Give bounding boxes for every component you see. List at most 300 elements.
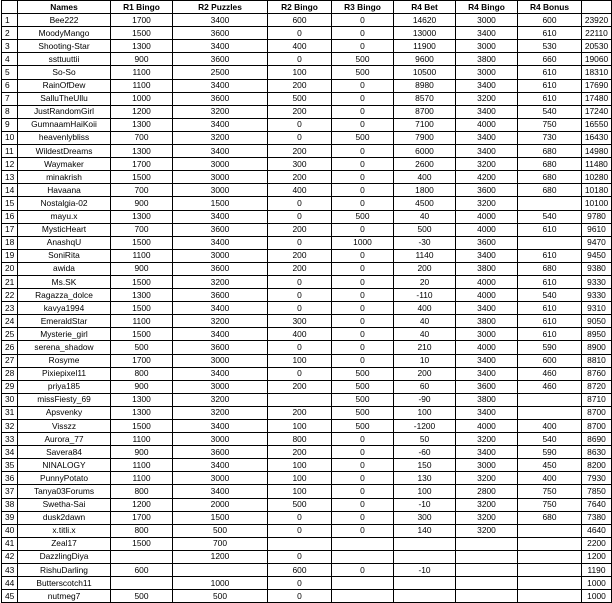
table-cell: 14620 (394, 14, 456, 27)
table-row (2, 210, 612, 223)
table-cell: DazzlingDiya (18, 550, 111, 563)
table-cell: Bee222 (18, 14, 111, 27)
table-cell: 1000 (111, 92, 173, 105)
table-cell: -1200 (394, 420, 456, 433)
table-cell (456, 577, 518, 590)
table-row (2, 14, 612, 27)
table-cell: -30 (394, 236, 456, 249)
table-cell: 3200 (456, 197, 518, 210)
table-cell: 0 (332, 92, 394, 105)
table-cell: 540 (518, 433, 582, 446)
table-cell (518, 550, 582, 563)
row-index-cell: 24 (2, 315, 18, 328)
table-cell: -10 (394, 564, 456, 577)
table-cell: 900 (111, 53, 173, 66)
table-cell: 680 (518, 184, 582, 197)
table-cell: priya185 (18, 380, 111, 393)
table-cell: 19060 (582, 53, 612, 66)
table-cell: 130 (394, 472, 456, 485)
table-cell: 0 (332, 262, 394, 275)
table-cell: 4000 (456, 341, 518, 354)
table-cell: 4000 (456, 118, 518, 131)
table-cell: 3000 (173, 472, 268, 485)
table-cell: 0 (268, 590, 332, 603)
table-cell: 1100 (111, 472, 173, 485)
table-cell: 1000 (173, 577, 268, 590)
table-cell (456, 590, 518, 603)
row-index-cell: 38 (2, 498, 18, 511)
table-cell: Tanya03Forums (18, 485, 111, 498)
table-cell: 1300 (111, 145, 173, 158)
table-cell: 0 (332, 118, 394, 131)
table-cell: 3200 (173, 275, 268, 288)
table-cell: 11480 (582, 158, 612, 171)
header-cell-r4-bet: R4 Bet (394, 1, 456, 14)
table-cell: 0 (268, 131, 332, 144)
table-cell: 3800 (456, 315, 518, 328)
table-row (2, 433, 612, 446)
table-cell: 9380 (582, 262, 612, 275)
table-cell: minakrish (18, 171, 111, 184)
table-cell: 8810 (582, 354, 612, 367)
table-cell: 3800 (456, 393, 518, 406)
table-cell: 700 (111, 131, 173, 144)
table-cell: 3600 (173, 53, 268, 66)
table-cell: 8690 (582, 433, 612, 446)
table-cell: 500 (173, 590, 268, 603)
table-cell: 500 (332, 393, 394, 406)
table-cell: MysticHeart (18, 223, 111, 236)
table-cell: 3400 (173, 145, 268, 158)
table-cell: 1000 (582, 577, 612, 590)
table-row (2, 354, 612, 367)
table-cell: 500 (173, 524, 268, 537)
table-cell: 0 (332, 79, 394, 92)
table-cell: EmeraldStar (18, 315, 111, 328)
table-cell: 7900 (394, 131, 456, 144)
table-cell: Zeal17 (18, 537, 111, 550)
table-cell: 1500 (111, 275, 173, 288)
table-cell: 40 (394, 315, 456, 328)
table-cell: 1300 (111, 118, 173, 131)
table-cell: 0 (332, 223, 394, 236)
row-index-cell: 41 (2, 537, 18, 550)
table-cell: Nostalgia-02 (18, 197, 111, 210)
table-cell: GumnaamHaiKoii (18, 118, 111, 131)
row-index-cell: 23 (2, 302, 18, 315)
table-cell: 900 (111, 262, 173, 275)
table-cell: 300 (268, 315, 332, 328)
table-cell: 750 (518, 498, 582, 511)
table-row (2, 145, 612, 158)
table-cell: 0 (268, 289, 332, 302)
table-cell: 3000 (456, 14, 518, 27)
table-cell: 1100 (111, 249, 173, 262)
row-index-cell: 45 (2, 590, 18, 603)
table-row (2, 249, 612, 262)
table-cell: 17690 (582, 79, 612, 92)
table-row (2, 79, 612, 92)
table-cell: 3400 (456, 105, 518, 118)
table-cell: 530 (518, 40, 582, 53)
table-cell: 460 (518, 367, 582, 380)
table-cell: 0 (268, 236, 332, 249)
table-row (2, 92, 612, 105)
table-cell: 660 (518, 53, 582, 66)
table-cell: 3400 (173, 236, 268, 249)
table-cell: 500 (332, 380, 394, 393)
row-index-cell: 20 (2, 262, 18, 275)
table-row (2, 420, 612, 433)
table-cell: 17480 (582, 92, 612, 105)
table-cell: 1500 (111, 328, 173, 341)
table-row (2, 171, 612, 184)
table-cell: 9450 (582, 249, 612, 262)
table-cell: 500 (394, 223, 456, 236)
table-cell: 3600 (173, 341, 268, 354)
table-cell: 13000 (394, 27, 456, 40)
table-cell: 0 (332, 315, 394, 328)
table-cell: 3400 (456, 406, 518, 419)
header-cell-r2-puzzles: R2 Puzzles (173, 1, 268, 14)
table-cell: 750 (518, 118, 582, 131)
table-cell: 610 (518, 92, 582, 105)
table-cell: JustRandomGirl (18, 105, 111, 118)
table-cell: 18310 (582, 66, 612, 79)
table-cell: 0 (332, 498, 394, 511)
table-cell: 1200 (111, 105, 173, 118)
table-cell: 500 (268, 92, 332, 105)
table-cell: 7640 (582, 498, 612, 511)
table-cell: 3800 (456, 53, 518, 66)
table-cell: missFiesty_69 (18, 393, 111, 406)
table-cell: 8630 (582, 446, 612, 459)
table-cell: 16550 (582, 118, 612, 131)
table-cell: 8980 (394, 79, 456, 92)
row-index-cell: 40 (2, 524, 18, 537)
table-cell: 1500 (111, 236, 173, 249)
table-cell: 3200 (173, 315, 268, 328)
table-cell: 0 (268, 302, 332, 315)
header-row (2, 1, 612, 14)
row-index-cell: 34 (2, 446, 18, 459)
table-cell: 3000 (456, 40, 518, 53)
table-cell: 1200 (111, 498, 173, 511)
table-cell: 0 (332, 459, 394, 472)
table-cell: 3400 (173, 210, 268, 223)
table-cell: 3000 (173, 354, 268, 367)
table-cell: 900 (111, 197, 173, 210)
table-row (2, 577, 612, 590)
header-cell-total (582, 1, 612, 14)
table-cell (394, 537, 456, 550)
table-cell: 3200 (456, 472, 518, 485)
row-index-cell: 30 (2, 393, 18, 406)
table-row (2, 53, 612, 66)
table-cell: ssttuuttii (18, 53, 111, 66)
table-cell: 3400 (456, 27, 518, 40)
row-index-cell: 25 (2, 328, 18, 341)
table-cell (518, 564, 582, 577)
table-cell (332, 590, 394, 603)
table-cell: Shooting-Star (18, 40, 111, 53)
table-cell: 3400 (456, 302, 518, 315)
table-cell: serena_shadow (18, 341, 111, 354)
table-cell: 0 (332, 197, 394, 210)
table-cell: 3400 (456, 367, 518, 380)
table-row (2, 197, 612, 210)
table-cell: 1800 (394, 184, 456, 197)
table-cell: 200 (268, 223, 332, 236)
table-cell: 0 (332, 328, 394, 341)
table-cell: 500 (268, 498, 332, 511)
table-cell: 9310 (582, 302, 612, 315)
table-cell (456, 550, 518, 563)
table-cell: 4000 (456, 275, 518, 288)
table-cell: 1100 (111, 66, 173, 79)
table-cell: 0 (268, 53, 332, 66)
table-cell: 0 (332, 472, 394, 485)
table-cell: 500 (332, 367, 394, 380)
table-cell: 10500 (394, 66, 456, 79)
table-cell: 540 (518, 289, 582, 302)
row-index-cell: 29 (2, 380, 18, 393)
table-row (2, 498, 612, 511)
table-cell: 500 (332, 210, 394, 223)
table-cell (518, 197, 582, 210)
table-cell: 200 (268, 262, 332, 275)
table-cell: Mysterie_girl (18, 328, 111, 341)
table-cell: 40 (394, 328, 456, 341)
table-cell: 3600 (173, 262, 268, 275)
table-cell: 3200 (173, 105, 268, 118)
table-cell: 2600 (394, 158, 456, 171)
table-cell: 100 (394, 406, 456, 419)
table-cell: 3400 (173, 14, 268, 27)
scores-spreadsheet (1, 0, 612, 603)
table-cell: 3200 (173, 406, 268, 419)
table-cell: Ms.SK (18, 275, 111, 288)
table-cell: 1500 (173, 197, 268, 210)
table-cell: 7930 (582, 472, 612, 485)
table-cell: 1100 (111, 459, 173, 472)
table-cell: 0 (332, 275, 394, 288)
row-index-cell: 10 (2, 131, 18, 144)
table-cell: 610 (518, 275, 582, 288)
table-cell: 4000 (456, 210, 518, 223)
table-cell: 3600 (456, 184, 518, 197)
table-row (2, 511, 612, 524)
table-cell: Savera84 (18, 446, 111, 459)
table-row (2, 27, 612, 40)
table-cell: 400 (394, 302, 456, 315)
table-cell (111, 577, 173, 590)
table-cell: 500 (332, 420, 394, 433)
table-cell: 400 (394, 171, 456, 184)
table-cell: RishuDarling (18, 564, 111, 577)
table-cell: 730 (518, 131, 582, 144)
table-row (2, 328, 612, 341)
table-cell: 0 (332, 511, 394, 524)
table-cell: 1700 (111, 14, 173, 27)
table-cell: nutmeg7 (18, 590, 111, 603)
table-cell: -10 (394, 498, 456, 511)
table-cell: 1140 (394, 249, 456, 262)
table-cell: 23920 (582, 14, 612, 27)
table-cell: 10280 (582, 171, 612, 184)
table-cell (456, 564, 518, 577)
row-index-cell: 32 (2, 420, 18, 433)
table-cell: 8700 (582, 420, 612, 433)
table-row (2, 289, 612, 302)
table-cell (332, 577, 394, 590)
table-cell: 3600 (173, 446, 268, 459)
table-cell: 0 (332, 14, 394, 27)
table-cell: 1100 (111, 79, 173, 92)
table-cell: 0 (332, 289, 394, 302)
table-row (2, 341, 612, 354)
header-cell-r1-bingo: R1 Bingo (111, 1, 173, 14)
table-cell: 800 (111, 485, 173, 498)
table-cell: 16430 (582, 131, 612, 144)
table-row (2, 275, 612, 288)
table-cell: 9330 (582, 289, 612, 302)
table-cell: Visszz (18, 420, 111, 433)
table-cell: 2000 (173, 498, 268, 511)
table-cell: 3400 (173, 40, 268, 53)
table-cell: 3000 (173, 433, 268, 446)
table-row (2, 590, 612, 603)
table-cell: 100 (268, 472, 332, 485)
row-index-cell: 39 (2, 511, 18, 524)
table-cell: 3200 (456, 433, 518, 446)
table-cell (111, 550, 173, 563)
table-cell: 0 (332, 171, 394, 184)
table-cell: 3200 (456, 524, 518, 537)
table-cell: 200 (268, 79, 332, 92)
table-cell: 0 (332, 564, 394, 577)
table-cell: 40 (394, 210, 456, 223)
table-cell: 7380 (582, 511, 612, 524)
table-cell: 610 (518, 223, 582, 236)
table-row (2, 184, 612, 197)
row-index-cell: 18 (2, 236, 18, 249)
table-cell: kavya1994 (18, 302, 111, 315)
table-cell: 700 (173, 537, 268, 550)
table-cell: 200 (394, 262, 456, 275)
table-cell: 400 (268, 328, 332, 341)
table-cell: 9780 (582, 210, 612, 223)
table-cell: 200 (268, 105, 332, 118)
table-cell: 1700 (111, 354, 173, 367)
table-cell: 3600 (173, 92, 268, 105)
table-row (2, 550, 612, 563)
table-cell: 8760 (582, 367, 612, 380)
table-cell: 800 (111, 367, 173, 380)
table-cell: 0 (332, 524, 394, 537)
table-cell: 0 (268, 524, 332, 537)
table-cell: 0 (268, 341, 332, 354)
table-row (2, 302, 612, 315)
table-cell: 590 (518, 446, 582, 459)
table-cell: 3400 (173, 118, 268, 131)
table-cell: 150 (394, 459, 456, 472)
table-row (2, 406, 612, 419)
table-cell: 8720 (582, 380, 612, 393)
table-cell: 610 (518, 79, 582, 92)
table-cell: 2200 (582, 537, 612, 550)
row-index-cell: 13 (2, 171, 18, 184)
table-cell: 1500 (111, 27, 173, 40)
table-cell: 610 (518, 27, 582, 40)
table-cell: 610 (518, 315, 582, 328)
table-cell: 800 (111, 524, 173, 537)
table-cell: 100 (394, 485, 456, 498)
table-cell: 6000 (394, 145, 456, 158)
table-cell: 700 (111, 184, 173, 197)
table-cell: 10180 (582, 184, 612, 197)
row-index-cell: 42 (2, 550, 18, 563)
table-cell: 200 (268, 145, 332, 158)
row-index-cell: 31 (2, 406, 18, 419)
table-cell: 100 (268, 420, 332, 433)
row-index-cell: 8 (2, 105, 18, 118)
table-cell: 8570 (394, 92, 456, 105)
table-cell: 0 (332, 145, 394, 158)
table-cell: 3600 (456, 236, 518, 249)
table-cell: 450 (518, 459, 582, 472)
table-cell: 3400 (173, 420, 268, 433)
row-index-cell: 9 (2, 118, 18, 131)
table-cell (456, 537, 518, 550)
table-cell (518, 537, 582, 550)
table-cell: 200 (268, 446, 332, 459)
table-cell: 3400 (456, 249, 518, 262)
table-cell: 1200 (173, 550, 268, 563)
table-cell: 500 (332, 53, 394, 66)
table-cell: 2800 (456, 485, 518, 498)
table-row (2, 459, 612, 472)
table-cell: 3400 (456, 79, 518, 92)
table-cell: 3600 (456, 380, 518, 393)
table-cell: 400 (518, 472, 582, 485)
table-cell: 3800 (456, 262, 518, 275)
table-cell: 3600 (173, 289, 268, 302)
table-cell: 3000 (173, 158, 268, 171)
table-cell: 3400 (173, 459, 268, 472)
table-cell: 1300 (111, 393, 173, 406)
row-index-cell: 7 (2, 92, 18, 105)
table-cell: Havaana (18, 184, 111, 197)
row-index-cell: 44 (2, 577, 18, 590)
table-cell: 3400 (173, 328, 268, 341)
header-cell-r4-bingo: R4 Bingo (456, 1, 518, 14)
table-cell: 140 (394, 524, 456, 537)
row-index-cell: 35 (2, 459, 18, 472)
table-cell: 200 (394, 367, 456, 380)
table-cell: 0 (268, 367, 332, 380)
table-cell (332, 550, 394, 563)
table-row (2, 158, 612, 171)
table-row (2, 40, 612, 53)
row-index-cell: 19 (2, 249, 18, 262)
table-row (2, 131, 612, 144)
table-cell: 200 (268, 380, 332, 393)
table-cell: 8710 (582, 393, 612, 406)
header-cell-names: Names (18, 1, 111, 14)
table-body (2, 14, 612, 603)
table-row (2, 236, 612, 249)
